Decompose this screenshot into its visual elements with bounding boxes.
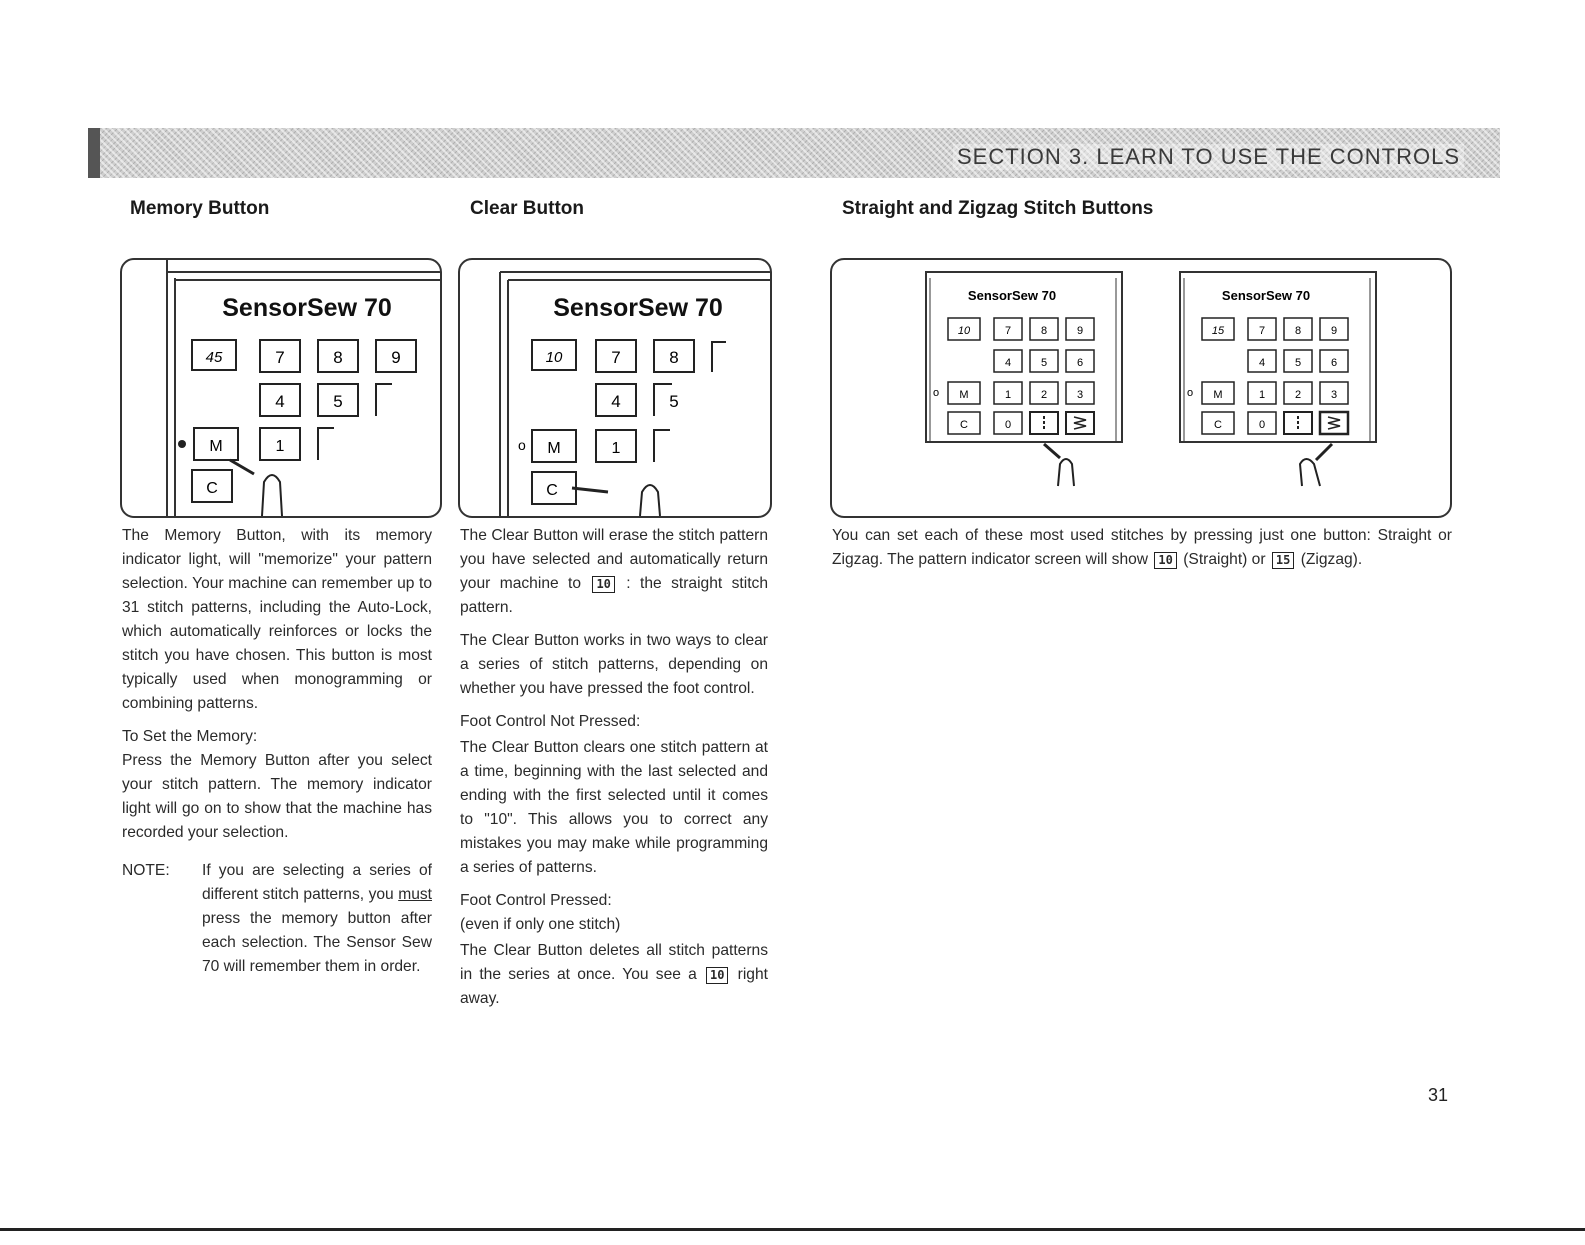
key-1[interactable]	[596, 430, 636, 462]
key-5[interactable]: 5	[669, 392, 679, 411]
key-1[interactable]	[994, 382, 1022, 404]
foot-pressed-note: (even if only one stitch)	[460, 916, 621, 933]
svg-text:4: 4	[275, 392, 285, 411]
memory-column	[122, 524, 432, 979]
svg-text:C: C	[960, 419, 968, 431]
page-number: 31	[1428, 1085, 1449, 1105]
key-5[interactable]	[1030, 350, 1058, 372]
key-5[interactable]	[318, 384, 358, 416]
key-2[interactable]	[1030, 382, 1058, 404]
key-7[interactable]	[260, 340, 300, 372]
key-4[interactable]	[994, 350, 1022, 372]
key-6[interactable]	[1066, 350, 1094, 372]
key-8[interactable]	[1030, 318, 1058, 340]
svg-text:4: 4	[1004, 357, 1012, 369]
memory-key[interactable]	[194, 428, 238, 460]
svg-text:5: 5	[333, 392, 343, 411]
brand-logo: SensorSew 70	[553, 294, 723, 322]
foot-not-pressed-text: The Clear Button clears one stitch pattern at a time, beginning with the last selected and ending with the first selected until it comes to "10". This allows you to correct any mistakes you may make while programming a series of patterns.	[460, 739, 768, 876]
straight-stitch-key[interactable]	[1284, 412, 1312, 434]
key-7[interactable]	[596, 340, 636, 372]
key-4[interactable]	[1248, 350, 1276, 372]
foot-not-pressed-title: Foot Control Not Pressed:	[460, 713, 641, 730]
key-4[interactable]	[596, 384, 636, 416]
stitch-column	[832, 524, 1452, 581]
stitch-buttons-illustration	[830, 258, 1452, 518]
key-6[interactable]	[1320, 350, 1348, 372]
svg-text:9: 9	[1076, 325, 1084, 337]
key-7[interactable]	[994, 318, 1022, 340]
zigzag-stitch-panel	[1180, 272, 1376, 486]
svg-text:2: 2	[1294, 389, 1302, 401]
svg-text:0: 0	[1004, 419, 1012, 431]
pattern-code-10: 10	[1154, 552, 1176, 569]
svg-text:8: 8	[669, 348, 679, 367]
svg-text:4: 4	[1258, 357, 1266, 369]
key-8[interactable]	[654, 340, 694, 372]
pattern-display	[948, 318, 980, 340]
svg-text:1: 1	[1258, 389, 1266, 401]
memory-heading: Memory Button	[130, 198, 270, 219]
note-text: If you are selecting a series of different stitch patterns, you must press the memory button after each selection. The Sensor Sew 70 will remember them in order.	[202, 862, 432, 975]
bottom-rule	[0, 1228, 1585, 1231]
pattern-code-10: 10	[592, 576, 614, 593]
svg-text:3: 3	[1076, 389, 1084, 401]
svg-text:C: C	[1214, 419, 1222, 431]
svg-text:8: 8	[1040, 325, 1048, 337]
stitch-description: You can set each of these most used stitches by pressing just one button: Straight or Zigzag. The pattern indicator screen will show 10 (Straight) or 15 (Zigzag).	[832, 527, 1452, 568]
clear-heading: Clear Button	[470, 198, 584, 219]
svg-text:10: 10	[957, 325, 971, 337]
key-3[interactable]	[1066, 382, 1094, 404]
pattern-display	[532, 340, 576, 370]
clear-key[interactable]	[192, 470, 232, 502]
key-1[interactable]	[260, 428, 300, 460]
section-title: SECTION 3. LEARN TO USE THE CONTROLS	[953, 144, 1464, 170]
svg-text:3: 3	[1330, 389, 1338, 401]
svg-text:M: M	[209, 438, 223, 455]
memory-note	[122, 859, 432, 979]
svg-text:9: 9	[391, 348, 401, 367]
memory-button-illustration	[120, 258, 442, 518]
svg-text:10: 10	[545, 349, 563, 366]
svg-text:8: 8	[333, 348, 343, 367]
key-8[interactable]	[1284, 318, 1312, 340]
pressing-finger-icon	[1300, 444, 1332, 486]
svg-text:9: 9	[1330, 325, 1338, 337]
pattern-code-15: 15	[1272, 552, 1294, 569]
key-9[interactable]	[376, 340, 416, 372]
foot-pressed-text: The Clear Button deletes all stitch patterns in the series at once. You see a 10 right away.	[460, 942, 768, 1007]
clear-key[interactable]	[1202, 412, 1234, 434]
memory-key[interactable]	[948, 382, 980, 404]
clear-button-illustration	[458, 258, 772, 518]
key-2[interactable]	[1284, 382, 1312, 404]
key-0[interactable]	[1248, 412, 1276, 434]
key-1[interactable]	[1248, 382, 1276, 404]
memory-indicator-light: o	[1187, 387, 1194, 399]
stitch-heading: Straight and Zigzag Stitch Buttons	[842, 198, 1154, 219]
svg-text:M: M	[547, 440, 561, 457]
zigzag-stitch-key[interactable]	[1320, 412, 1348, 434]
memory-key[interactable]	[1202, 382, 1234, 404]
pressing-finger-icon	[230, 460, 282, 516]
svg-text:2: 2	[1040, 389, 1048, 401]
memory-key[interactable]	[532, 430, 576, 462]
pattern-code-10: 10	[706, 967, 728, 984]
svg-text:0: 0	[1258, 419, 1266, 431]
note-label: NOTE:	[122, 862, 170, 879]
svg-text:7: 7	[611, 348, 621, 367]
memory-indicator-light: o	[518, 437, 526, 453]
key-5[interactable]	[1284, 350, 1312, 372]
svg-text:1: 1	[611, 440, 621, 457]
svg-text:C: C	[206, 480, 218, 497]
clear-key[interactable]	[532, 472, 576, 504]
straight-stitch-panel	[926, 272, 1122, 486]
clear-two-ways: The Clear Button works in two ways to clear a series of stitch patterns, depending on whether you have pressed the foot control.	[460, 632, 768, 697]
memory-indicator-light: o	[933, 387, 940, 399]
pressing-finger-icon	[572, 485, 660, 516]
svg-text:5: 5	[1294, 357, 1302, 369]
svg-text:M: M	[1213, 389, 1223, 401]
svg-text:1: 1	[275, 438, 285, 455]
straight-stitch-key[interactable]	[1030, 412, 1058, 434]
clear-description: The Clear Button will erase the stitch pattern you have selected and automatically return your machine to 10 : the straight stitch pattern.	[460, 527, 768, 616]
svg-text:8: 8	[1294, 325, 1302, 337]
brand-logo: SensorSew 70	[967, 288, 1057, 303]
key-3[interactable]	[1320, 382, 1348, 404]
svg-text:M: M	[959, 389, 969, 401]
key-8[interactable]	[318, 340, 358, 372]
svg-text:1: 1	[1004, 389, 1012, 401]
pressing-finger-icon	[1044, 444, 1074, 486]
memory-indicator-light	[178, 440, 186, 448]
key-7[interactable]	[1248, 318, 1276, 340]
key-4[interactable]	[260, 384, 300, 416]
pattern-display	[192, 340, 236, 370]
svg-text:C: C	[546, 482, 558, 499]
banner-edge	[88, 128, 100, 178]
set-memory-instructions: Press the Memory Button after you select your stitch pattern. The memory indicator light will go on to show that the machine has recorded your selection.	[122, 752, 432, 841]
svg-text:45: 45	[205, 349, 223, 366]
svg-text:6: 6	[1330, 357, 1338, 369]
memory-description: The Memory Button, with its memory indicator light, will "memorize" your pattern selection. Your machine can remember up to 31 stitch patterns, including the Auto-Lock, which automatically reinforces or locks the stitch you have chosen. This button is most typically used when monogramming or combining patterns.	[122, 527, 432, 712]
zigzag-stitch-key[interactable]	[1066, 412, 1094, 434]
clear-column	[460, 524, 768, 1020]
set-memory-title: To Set the Memory:	[122, 728, 258, 745]
svg-text:7: 7	[275, 348, 285, 367]
svg-text:4: 4	[611, 392, 621, 411]
brand-logo: SensorSew 70	[1221, 288, 1311, 303]
key-0[interactable]	[994, 412, 1022, 434]
foot-pressed-title: Foot Control Pressed:	[460, 892, 612, 909]
svg-text:7: 7	[1004, 325, 1012, 337]
section-banner	[88, 128, 1500, 178]
svg-text:6: 6	[1076, 357, 1084, 369]
pattern-display	[1202, 318, 1234, 340]
brand-logo: SensorSew 70	[222, 294, 392, 322]
key-9[interactable]	[1320, 318, 1348, 340]
svg-text:7: 7	[1258, 325, 1266, 337]
svg-text:5: 5	[1040, 357, 1048, 369]
svg-text:15: 15	[1211, 325, 1225, 337]
clear-key[interactable]	[948, 412, 980, 434]
key-9[interactable]	[1066, 318, 1094, 340]
